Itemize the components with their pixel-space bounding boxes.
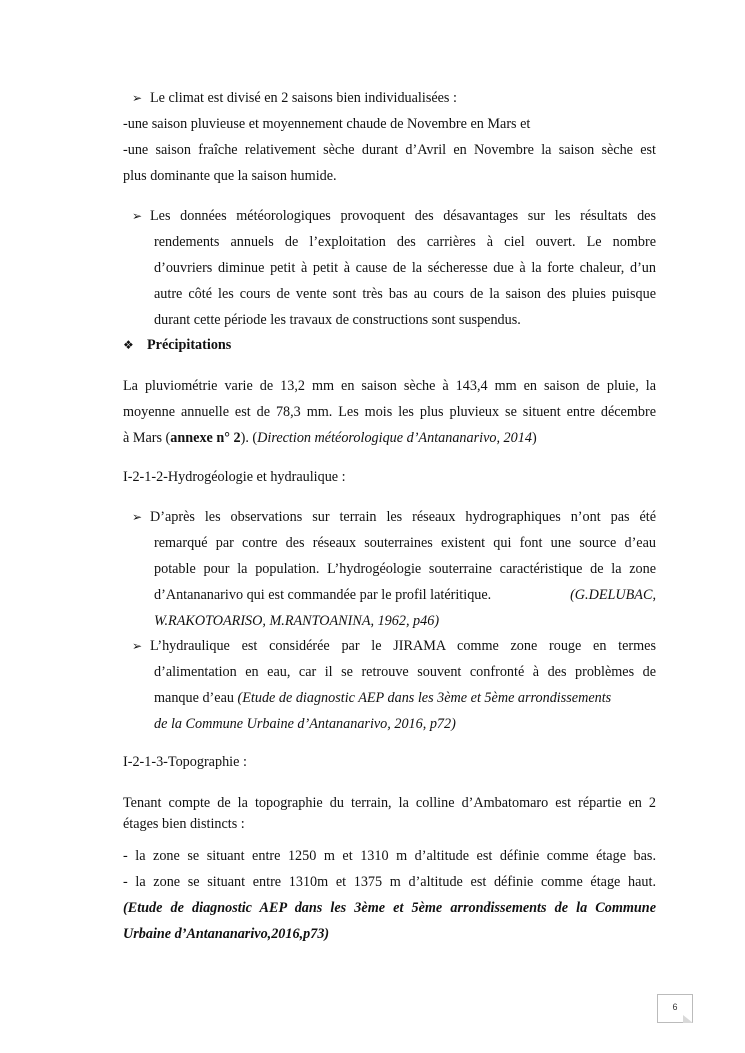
topo-line-1: Tenant compte de la topographie du terrain, la colline d’Ambatomaro est répartie en 2 [123, 795, 656, 811]
high-level-zone-line: - la zone se situant entre 1310m et 1375 m d’altitude est définie comme étage haut. [123, 874, 656, 890]
rainfall-text: ). ( [240, 430, 258, 446]
hydro-text: d’Antananarivo qui est commandée par le profil latéritique. [154, 587, 492, 603]
precipitations-heading: Précipitations [147, 337, 232, 353]
climate-intro-line: Le climat est divisé en 2 saisons bien individualisées : [150, 90, 457, 106]
hydrogeology-heading: I-2-1-2-Hydrogéologie et hydraulique : [123, 469, 346, 485]
hydro-line-3: potable pour la population. L’hydrogéologie souterraine caractéristique de la zone [154, 561, 656, 577]
hydraulic-line-1: L’hydraulique est considérée par le JIRAMA comme zone rouge en termes [150, 638, 656, 654]
arrow-bullet-icon: ➢ [132, 209, 143, 223]
hydraulic-line-4: de la Commune Urbaine d’Antananarivo, 2016, p72) [154, 716, 456, 732]
arrow-bullet-icon: ➢ [132, 510, 143, 524]
low-level-zone-line: - la zone se situant entre 1250 m et 1310 m d’altitude est définie comme étage bas. [123, 848, 656, 864]
arrow-bullet-icon: ➢ [132, 91, 143, 105]
rainfall-line-1: La pluviométrie varie de 13,2 mm en saison sèche à 143,4 mm en saison de pluie, la [123, 378, 656, 394]
rainy-season-line: -une saison pluvieuse et moyennement chaude de Novembre en Mars et [123, 116, 531, 132]
topography-heading: I-2-1-3-Topographie : [123, 754, 247, 770]
meteo-line-5: durant cette période les travaux de constructions sont suspendus. [154, 312, 521, 328]
topo-citation-line-2: Urbaine d’Antananarivo,2016,p73) [123, 926, 330, 942]
dry-season-line-2: plus dominante que la saison humide. [123, 168, 337, 184]
arrow-bullet-icon: ➢ [132, 639, 143, 653]
meteo-line-1: Les données météorologiques provoquent des désavantages sur les résultats des [150, 208, 656, 224]
page-number-box [657, 994, 693, 1023]
meteo-line-2: rendements annuels de l’exploitation des carrières à ciel ouvert. Le nombre [154, 234, 656, 250]
rainfall-text: ) [531, 430, 537, 446]
hydraulic-text: manque d’eau [154, 690, 238, 706]
diamond-bullet-icon: ❖ [123, 338, 134, 352]
hydraulic-line-2: d’alimentation en eau, car il se retrouve souvent confronté à des problèmes de [154, 664, 656, 680]
rainfall-line-2: moyenne annuelle est de 78,3 mm. Les mois les plus pluvieux se situent entre décembre [123, 404, 656, 420]
rainfall-line-3 [123, 429, 537, 447]
hydraulic-line-3 [154, 689, 611, 707]
topo-citation-line-1: (Etude de diagnostic AEP dans les 3ème et 5ème arrondissements de la Commune [123, 900, 656, 916]
hydro-line-1: D’après les observations sur terrain les réseaux hydrographiques n’ont pas été [150, 509, 656, 525]
page-fold-icon [683, 1015, 693, 1023]
annex-reference: annexe n° 2 [170, 430, 241, 446]
hydro-line-5: W.RAKOTOARISO, M.RANTOANINA, 1962, p46) [154, 613, 440, 629]
hydro-line-4 [154, 586, 656, 604]
study-citation: (Etude de diagnostic AEP dans les 3ème et 5ème arrondissements [237, 690, 612, 706]
rainfall-text: à Mars ( [123, 430, 171, 446]
source-citation: Direction météorologique d’Antananarivo, 2014 [257, 430, 532, 446]
hydro-line-2: remarqué par contre des réseaux souterraines existent qui font une source d’eau [154, 535, 656, 551]
meteo-line-4: autre côté les cours de vente sont très bas au cours de la saison des pluies puisque [154, 286, 656, 302]
authors-citation: (G.DELUBAC, [570, 587, 656, 603]
topo-line-2: étages bien distincts : [123, 816, 245, 832]
dry-season-line: -une saison fraîche relativement sèche durant d’Avril en Novembre la saison sèche est [123, 142, 656, 158]
meteo-line-3: d’ouvriers diminue petit à petit à cause de la sécheresse due à la forte chaleur, d’un [154, 260, 656, 276]
page-number: 6 [672, 1002, 678, 1012]
